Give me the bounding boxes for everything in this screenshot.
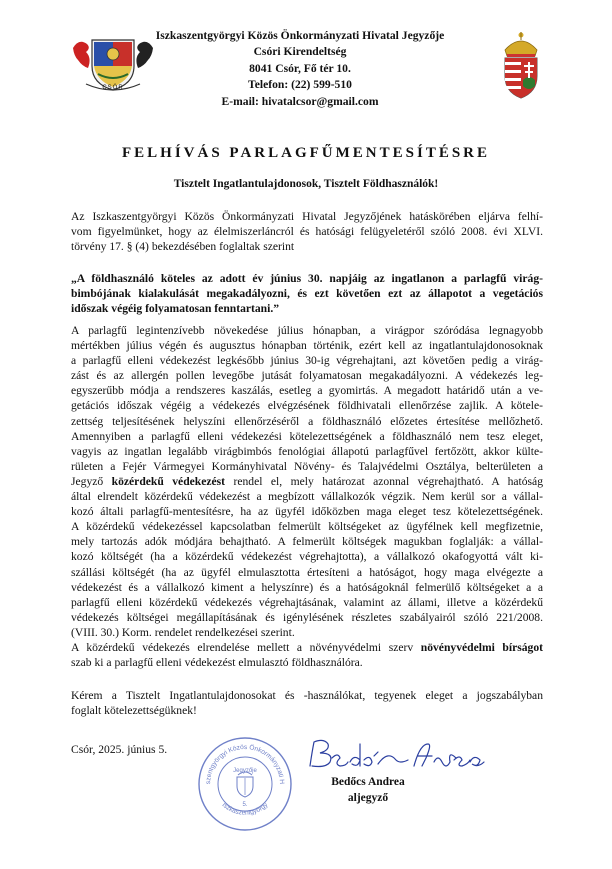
document-title: FELHÍVÁS PARLAGFŰMENTESÍTÉSRE <box>121 145 491 161</box>
text-line: kozó költségét (ha a közérdekű védekezést végrehajtotta), a vállalkozó okafogyottá vált ki- <box>71 550 543 564</box>
official-stamp <box>196 735 294 833</box>
text-line: kozó általi parlagfű-mentesítésre, ha az ügyfél időközben maga eleget tesz kötelezettségének. <box>71 505 543 519</box>
greeting: Tisztelt Ingatlantulajdonosok, Tisztelt Földhasználók! <box>173 178 439 190</box>
text-line: zást és az allergén pollen levegőbe jutását folyamatosan megakadályozni. A védekezés leg- <box>71 369 543 383</box>
fine-paragraph <box>71 640 543 670</box>
stamp-bottom-text: Iszkaszentgyörgy <box>220 801 270 817</box>
text-line: mértékben július végén és augusztus hónapban történik, ezért kell az ingatlantulajdonosoknak <box>71 339 543 353</box>
logo-lettering: CSÓR <box>102 85 124 91</box>
signatory-name: Bedőcs Andrea <box>331 776 405 788</box>
text-line: törvény 17. § (4) bekezdésében foglaltak szerint <box>71 240 295 254</box>
signatory-role: aljegyző <box>347 792 389 804</box>
text-line: Jegyző közérdekű védekezést rendel el, mely határozat azonnal végrehajtható. A hatóság <box>71 474 543 488</box>
office-name: Iszkaszentgyörgyi Közös Önkormányzati Hivatal Jegyzője <box>155 29 445 42</box>
text-line: Az Iszkaszentgyörgyi Közös Önkormányzati Hivatal Jegyzőjének hatáskörében eljárva felhí- <box>71 210 543 223</box>
stamp-outer-text: szentgyörgyi Közös Önkormányzati H <box>204 743 286 785</box>
text-line: A parlagfű legintenzívebb növekedése július hónapban, a virágpor szóródása legnagyobb <box>71 324 543 337</box>
handwritten-signature <box>302 736 512 774</box>
signatory-block <box>318 774 418 806</box>
office-phone: Telefon: (22) 599-510 <box>248 78 352 92</box>
text-line: időszak végéig folyamatosan fenntartani.” <box>71 302 280 316</box>
text-line: egyszerűbb módja a rendszeres kaszálás, esetleg a gyomirtás. A megadott határidő után a ve- <box>71 384 543 398</box>
place-date: Csór, 2025. június 5. <box>71 743 168 756</box>
text-line: (VIII. 30.) Korm. rendelet rendelkezései szerint. <box>71 625 295 639</box>
main-paragraph <box>71 323 543 640</box>
text-line: foglalt kötelezettségüknek! <box>71 704 197 718</box>
text-line: A közérdekű védekezéssel kapcsolatban felmerült költségeket az ügyfélnek kell megfizetnie, <box>71 520 543 534</box>
text-line: vagyis az ingatlan legalább virágbimbós fenológiai állapotú parlagfűvel fertőzött, akkor külte- <box>71 444 543 458</box>
stamp-inner-text: Jegyzője <box>233 768 257 774</box>
text-line: védekezést és a vállalkozó kiment a helyszínre) és a hatóságoknál felmerülő költségeket a a <box>71 580 543 594</box>
text-line: mely tartozás adók módjára behajtható. A felmerült költségek magukban foglalják: a vállal- <box>71 535 543 549</box>
text-line: zettség teljesítésének helyszíni ellenőrzéséről a földhasználó előzetes értesítése mellőzhető. <box>71 414 543 428</box>
text-line: Kérem a Tisztelt Ingatlantulajdonosokat és -használókat, tegyenek eleget a jogszabályban <box>71 689 543 702</box>
text-line: „A földhasználó köteles az adott év június 30. napjáig az ingatlanon a parlagfű virág- <box>71 272 543 285</box>
stamp-number: 5. <box>242 802 248 808</box>
text-line: szállási költségét (ha az ügyfél elmulasztotta értesíteni a hatóságot, hogy maga elvégezte a <box>71 565 543 579</box>
text-line: vom figyelmünket, hogy az élelmiszerláncról és hatósági felügyeletéről szóló 2008. évi XLVI. <box>71 225 543 239</box>
text-line: Amennyiben a parlagfű elleni védekezési kötelezettségének a földhasználó nem tesz eleget, <box>71 429 543 443</box>
text-line: bimbójának kialakulását megakadályozni, és ezt követően ezt az állapotot a vegetációs <box>71 287 543 301</box>
hungarian-coat-of-arms-logo <box>497 30 545 102</box>
office-header <box>150 28 450 110</box>
office-email: E-mail: hivatalcsor@gmail.com <box>221 94 379 108</box>
text-line: A közérdekű védekezés elrendelése mellett a növényvédelmi szerv növényvédelmi bírságot <box>71 641 544 654</box>
text-line: védekezés költségei megállapításának és igénylésének részletes szabályairól szóló 221/2008. <box>71 610 543 624</box>
text-line: getációs időszak végéig a védekezés elvégzésének földhivatali ellenőrzése zajlik. A kötele- <box>71 399 543 413</box>
csor-coat-of-arms-logo <box>68 34 158 96</box>
office-branch: Csóri Kirendeltség <box>253 45 347 59</box>
office-address: 8041 Csór, Fő tér 10. <box>249 61 351 75</box>
text-line: szab ki a parlagfű elleni védekezést elmulasztó földhasználóra. <box>71 656 363 670</box>
text-line: által elrendelt közérdekű védekezést a megbízott vállalkozók végzik. Nem kerül sor a vállal- <box>71 490 543 504</box>
text-line: a parlagfű elleni védekezést legkésőbb június 30-ig végrehajtani, azt követően pedig a virág- <box>71 354 543 368</box>
text-line: rületen a Fejér Vármegyei Kormányhivatal Növény- és Talajvédelmi Osztálya, belterületen a <box>71 459 543 473</box>
text-line: parlagfű elleni közérdekű védekezés végrehajtásának, valamint az állami, illetve a közérdekű <box>71 595 543 609</box>
legal-quote <box>71 271 543 316</box>
closing-paragraph <box>71 688 543 718</box>
intro-paragraph <box>71 209 543 254</box>
